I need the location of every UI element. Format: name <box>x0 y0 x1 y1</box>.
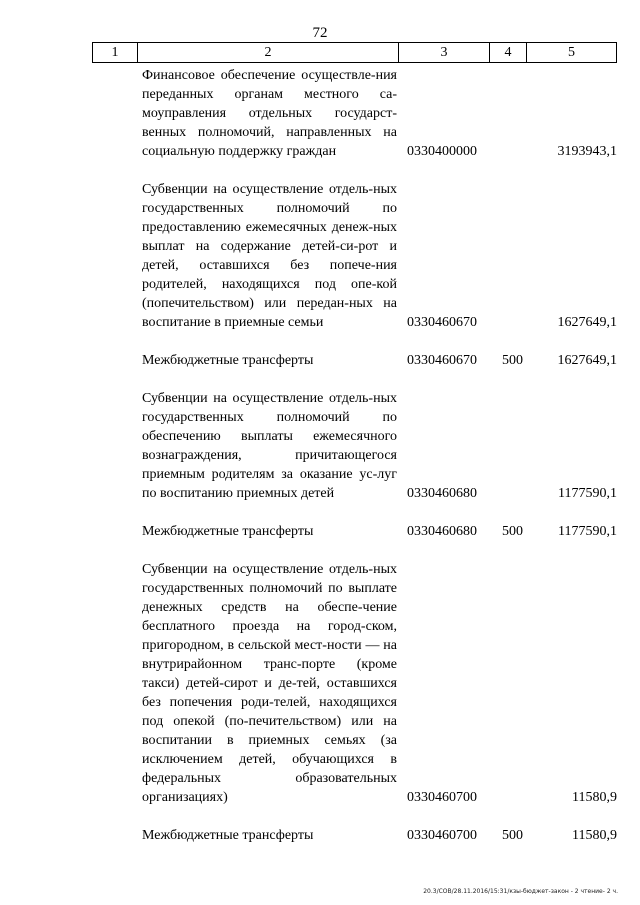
col-header-4: 4 <box>490 43 527 63</box>
row-sum: 11580,9 <box>572 828 617 843</box>
row-code: 0330460700 <box>407 828 477 843</box>
col-header-1: 1 <box>93 43 138 63</box>
table-row <box>92 826 617 845</box>
document-footer: 20.3/СОВ/28.11.2016/15:31/кзы-бюджет-закон - 2 чтение- 2 ч. <box>423 888 618 895</box>
row-name: Межбюджетные трансферты <box>142 353 314 368</box>
row-sum: 1627649,1 <box>557 353 617 368</box>
row-code: 0330460680 <box>407 524 477 539</box>
row-name: Межбюджетные трансферты <box>142 828 314 843</box>
row-sum: 1177590,1 <box>558 486 617 501</box>
row-code: 0330460670 <box>407 353 477 368</box>
page-number: 72 <box>312 25 328 41</box>
col-header-2: 2 <box>138 43 399 63</box>
col-header-5: 5 <box>527 43 617 63</box>
table-row <box>92 389 617 503</box>
table-row <box>92 560 617 807</box>
row-name: Субвенции на осуществление отдель-ных государственных полномочий по предоставлению ежемесячных денеж-ных выплат на содержание детей-си-рот и детей, оставшихся без попече-ния родителей, находящихся под опе-кой (попечительством) или передан-ных на воспитание в приемные семьи <box>142 182 397 330</box>
row-sum: 3193943,1 <box>557 144 617 159</box>
row-sum: 1627649,1 <box>557 315 617 330</box>
row-expense-type: 500 <box>502 828 523 843</box>
table-row <box>92 180 617 332</box>
budget-rows <box>92 66 617 864</box>
table-row <box>92 522 617 541</box>
row-code: 0330460680 <box>407 486 477 501</box>
row-code: 0330400000 <box>407 144 477 159</box>
row-expense-type: 500 <box>502 353 523 368</box>
col-header-3: 3 <box>399 43 490 63</box>
row-expense-type: 500 <box>502 524 523 539</box>
row-sum: 1177590,1 <box>558 524 617 539</box>
row-sum: 11580,9 <box>572 790 617 805</box>
row-name: Финансовое обеспечение осуществле-ния переданных органам местного са-моуправления отдельных государст-венных полномочий, направленных на социальную поддержку граждан <box>142 68 397 159</box>
row-code: 0330460700 <box>407 790 477 805</box>
row-name: Субвенции на осуществление отдель-ных государственных полномочий по обеспечению выплаты ежемесячного вознаграждения, причитающегося приемным родителям за оказание ус-луг по воспитанию приемных детей <box>142 391 397 501</box>
row-code: 0330460670 <box>407 315 477 330</box>
column-header-table <box>92 42 617 63</box>
row-name: Субвенции на осуществление отдель-ных государственных полномочий по выплате денежных средств на обеспе-чение бесплатного проезда на город-ском, пригородном, в сельской мест-ности — на внутрирайонном транс-порте (кроме такси) детей-сирот и де-тей, оставшихся без попечения роди-телей, находящихся под опекой (по-печительством) или на воспитании в приемных семьях (за исключением детей, обучающихся в федеральных образовательных организациях) <box>142 562 397 805</box>
table-row <box>92 351 617 370</box>
table-row <box>92 66 617 161</box>
row-name: Межбюджетные трансферты <box>142 524 314 539</box>
